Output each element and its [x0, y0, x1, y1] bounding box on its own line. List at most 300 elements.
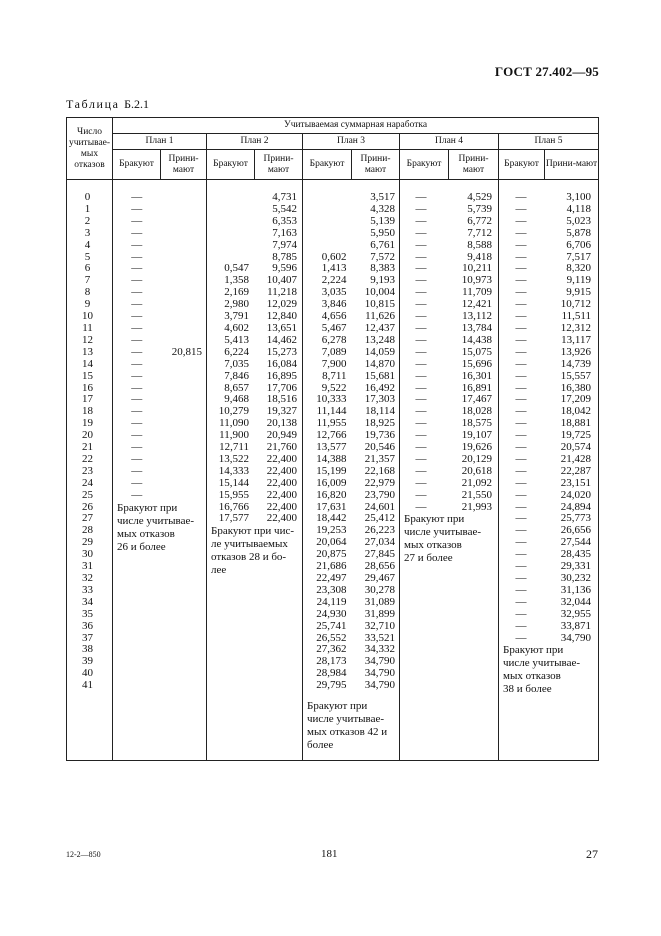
count-cell: 41	[82, 679, 93, 692]
plan-3-reject-cell: 27,362	[316, 643, 347, 656]
plan-3-reject-cell	[303, 192, 347, 204]
plan-4-accept-cell: 7,712	[467, 226, 492, 239]
plan-4-reject-cell: —	[415, 274, 427, 287]
plan-2-reject-cell: 15,955	[218, 488, 249, 501]
plan-3-accept-cell: 4,328	[370, 202, 395, 215]
plan-3-reject-cell: 16,820	[316, 488, 347, 501]
count-cell: 22	[82, 452, 93, 465]
header-plan-1: План 1	[113, 134, 207, 150]
plan-2-reject-cell: 8,657	[224, 381, 249, 394]
plan-4-reject-cell: —	[415, 441, 427, 454]
plan-1-reject-cell: —	[131, 381, 143, 394]
note-line: более	[307, 739, 334, 752]
plan-1-reject-cell: —	[131, 464, 143, 477]
note-line: Бракуют при чис-	[211, 525, 295, 538]
plan-3-accept-cell: 23,790	[364, 488, 395, 501]
plan-4-accept-cell: 14,438	[461, 333, 492, 346]
plan-5-note	[499, 644, 598, 696]
note-line: лее	[211, 564, 227, 577]
header-reject: Бракуют	[499, 150, 545, 180]
plan-1-reject-cell: —	[131, 357, 143, 370]
count-cell: 21	[82, 441, 93, 454]
plan-3-accept-cell: 3,517	[370, 191, 395, 203]
header-plan-2: План 2	[207, 134, 303, 150]
plan-5-accept-cell: 3,100	[566, 191, 591, 203]
plan-2-reject-cell: 17,577	[218, 512, 249, 525]
plan-3-accept-cell: 34,332	[364, 643, 395, 656]
plan-2-reject-cell: 2,980	[224, 298, 249, 311]
plan-5-reject-cell: —	[515, 238, 527, 251]
plan-3-accept-cell: 14,870	[364, 357, 395, 370]
plan-4-reject-cell: —	[415, 381, 427, 394]
plan-5-accept-cell: 32,044	[560, 595, 591, 608]
plan-2-reject-cell: 5,413	[224, 333, 249, 346]
plan-5-accept-cell: 5,023	[566, 214, 591, 227]
plan-5-accept-cell: 33,871	[560, 619, 591, 632]
plan-2-accept-cell: 13,651	[266, 321, 297, 334]
plan-2-reject-cell: 0,547	[224, 262, 249, 275]
plan-4-accept-cell: 11,709	[462, 286, 492, 299]
plan-3-accept-cell: 18,925	[364, 417, 395, 430]
plan-5-accept-cell: 24,894	[560, 500, 591, 513]
plan-3-accept-cell: 19,736	[364, 429, 395, 442]
plan-4-accept-cell: 10,211	[462, 262, 492, 275]
print-code: 12-2—850	[66, 850, 101, 859]
plan-5-reject-cell: —	[515, 583, 527, 596]
plan-4-accept-cell: 21,092	[461, 476, 492, 489]
plan-2-reject-cell: 11,090	[219, 417, 249, 430]
plan-5-reject-cell: —	[515, 619, 527, 632]
plan-3-accept-cell: 18,114	[365, 405, 395, 418]
plan-3-reject-cell	[303, 228, 347, 240]
plan-1-reject-cell: —	[131, 274, 143, 287]
plan-3-reject-cell	[303, 216, 347, 228]
count-cell: 34	[82, 595, 93, 608]
plan-5-reject-cell: —	[515, 536, 527, 549]
plan-3-reject-cell: 22,497	[316, 572, 347, 584]
header-total-operating-time: Учитываемая суммарная наработка	[113, 118, 599, 134]
plan-1-reject-cell: —	[131, 310, 143, 323]
plan-5-accept-cell: 23,151	[560, 476, 591, 489]
header-reject: Бракуют	[207, 150, 255, 180]
plan-5-accept-cell: 32,955	[560, 607, 591, 620]
note-line: Бракуют при	[404, 513, 465, 526]
plan-2-accept-cell: 10,407	[266, 274, 297, 287]
plan-5-body	[499, 180, 599, 761]
plan-5-reject-cell: —	[515, 405, 527, 418]
plan-4-accept-cell: 19,626	[461, 441, 492, 454]
count-cell: 28	[82, 524, 93, 537]
plan-2-accept-cell: 4,731	[272, 191, 297, 203]
plan-4-note	[400, 513, 498, 565]
count-cell: 3	[84, 226, 91, 239]
plan-2-accept-cell: 20,138	[266, 417, 297, 430]
document-header-code: ГОСТ 27.402—95	[494, 64, 599, 79]
plan-2-reject-cell: 15,144	[218, 476, 249, 489]
plan-2-accept-cell: 11,218	[267, 286, 297, 299]
plan-2-reject-cell	[207, 228, 249, 240]
note-line: Бракуют при	[117, 501, 178, 514]
plan-3-reject-cell: 4,656	[321, 310, 347, 323]
plan-3-accept-cell: 10,004	[364, 286, 395, 299]
plan-1-reject-cell: —	[131, 452, 143, 465]
count-cell: 8	[84, 286, 91, 299]
plan-4-reject-cell: —	[415, 226, 427, 239]
plan-4-accept-cell: 10,973	[461, 274, 492, 287]
plan-3-reject-cell: 11,955	[316, 417, 347, 430]
plan-5-accept-cell: 15,557	[560, 369, 591, 382]
plan-4-accept-cell: 6,772	[467, 214, 492, 227]
count-cell: 15	[82, 369, 93, 382]
plan-5-reject-cell: —	[515, 321, 527, 334]
note-line: отказов 28 и бо-	[211, 551, 287, 564]
plan-3-reject-cell: 8,711	[322, 369, 347, 382]
count-cell: 19	[82, 417, 93, 430]
plan-4-reject-cell: —	[415, 214, 427, 227]
plan-5-reject-cell: —	[515, 429, 527, 442]
plan-5-reject-cell: —	[515, 310, 527, 323]
plan-1-reject-cell: —	[131, 429, 143, 442]
note-line: Бракуют при	[503, 644, 564, 657]
plan-2-reject-cell: 6,224	[224, 345, 249, 358]
plan-5-reject-cell: —	[515, 191, 527, 203]
plan-4-accept-cell: 15,075	[461, 345, 492, 358]
plan-3-accept-cell: 34,790	[364, 667, 395, 680]
table-label-number: Б.2.1	[124, 97, 150, 111]
plan-5-reject-cell: —	[515, 393, 527, 406]
plan-2-accept-cell: 22,400	[266, 500, 297, 513]
header-accept: Прини-мают	[161, 150, 207, 180]
plan-5-accept-cell: 22,287	[560, 464, 591, 477]
plan-3-accept-cell: 34,790	[364, 655, 395, 668]
plan-1-note	[113, 502, 206, 554]
header-reject: Бракуют	[400, 150, 449, 180]
plan-2-reject-cell	[207, 192, 249, 204]
plan-1-accept-value: 20,815	[171, 345, 202, 358]
header-plan-4: План 4	[400, 134, 499, 150]
plan-3-accept-cell: 26,223	[364, 524, 395, 537]
plan-5-reject-cell: —	[515, 345, 527, 358]
plan-5-reject-cell: —	[515, 452, 527, 465]
plan-3-reject-cell: 3,035	[321, 286, 347, 299]
plan-1-reject-cell: —	[131, 393, 143, 406]
note-line: 27 и более	[404, 552, 453, 565]
plan-5-reject-cell: —	[515, 333, 527, 346]
plan-4-reject-cell: —	[415, 321, 427, 334]
count-cell: 13	[82, 345, 93, 358]
plan-5-reject-cell: —	[515, 607, 527, 620]
note-line: числе учитывае-	[503, 657, 581, 670]
plan-5-reject-cell: —	[515, 250, 527, 263]
sheet-number: 181	[321, 848, 338, 860]
plan-4-accept-cell: 17,467	[461, 393, 492, 406]
plan-5-accept-cell: 21,428	[560, 452, 591, 465]
plan-1-reject-cell: —	[131, 441, 143, 454]
header-reject: Бракуют	[113, 150, 161, 180]
plan-5-accept-cell: 14,739	[560, 357, 591, 370]
plan-4-reject-cell: —	[415, 310, 427, 323]
plan-5-accept-cell: 31,136	[560, 583, 591, 596]
plan-3-accept-cell: 31,899	[364, 607, 395, 620]
plan-1-reject-cell: —	[131, 298, 143, 311]
plan-4-reject-cell: —	[415, 333, 427, 346]
plan-3-reject-cell: 21,686	[316, 560, 347, 573]
plan-4-reject-cell: —	[415, 286, 427, 299]
plan-3-reject-cell: 16,009	[316, 476, 347, 489]
header-accept: Прини-мают	[545, 150, 599, 180]
plan-4-accept-cell: 4,529	[467, 191, 492, 203]
plan-3-reject-cell: 5,467	[321, 321, 347, 334]
plan-5-reject-cell: —	[515, 476, 527, 489]
table-label	[66, 97, 149, 112]
count-cell: 30	[82, 548, 93, 561]
plan-4-reject-cell: —	[415, 357, 427, 370]
plan-5-accept-cell: 8,320	[566, 262, 591, 275]
plan-3-reject-cell: 18,442	[316, 512, 347, 525]
plan-4-accept-cell: 19,107	[461, 429, 492, 442]
note-line: мых отказов	[117, 527, 175, 540]
plan-2-reject-cell: 9,468	[224, 393, 249, 406]
plan-5-accept-cell: 10,712	[560, 298, 591, 311]
note-line: мых отказов 42 и	[307, 726, 388, 739]
count-cell: 36	[82, 619, 93, 632]
plan-5-reject-cell: —	[515, 464, 527, 477]
count-cell: 0	[84, 191, 91, 203]
page-number: 27	[586, 847, 598, 861]
plan-5-reject-cell: —	[515, 262, 527, 275]
plan-4-accept-cell: 13,112	[462, 310, 492, 323]
plan-5-reject-cell: —	[515, 560, 527, 573]
plan-3-reject-cell: 15,199	[316, 464, 347, 477]
plan-3-accept-cell: 5,139	[370, 214, 395, 227]
plan-3-reject-cell: 29,795	[316, 679, 347, 692]
header-plan-5: План 5	[499, 134, 599, 150]
plan-4-reject-cell: —	[415, 488, 427, 501]
plan-3-reject-cell: 19,253	[316, 524, 347, 537]
plan-1-reject-cell: —	[131, 262, 143, 275]
plan-4-body	[400, 180, 499, 761]
plan-4-accept-cell: 18,575	[461, 417, 492, 430]
note-line: ле учитываемых	[211, 538, 288, 551]
plan-4-accept-cell: 16,891	[461, 381, 492, 394]
plan-3-reject-cell: 12,766	[316, 429, 347, 442]
plan-4-accept-cell: 9,418	[467, 250, 492, 263]
plan-5-accept-cell: 7,517	[566, 250, 591, 263]
plan-5-reject-cell: —	[515, 417, 527, 430]
plan-5-reject-cell: —	[515, 214, 527, 227]
note-line: Бракуют при	[307, 700, 368, 713]
plan-5-accept-cell: 34,790	[560, 631, 591, 644]
note-line: 26 и более	[117, 540, 166, 553]
count-cell: 5	[84, 250, 91, 263]
plan-2-accept-cell: 17,706	[266, 381, 297, 394]
plan-5-reject-cell: —	[515, 524, 527, 537]
plan-1-reject-cell: —	[131, 214, 143, 227]
count-cell: 6	[84, 262, 91, 275]
plan-3-reject-cell: 6,278	[321, 333, 347, 346]
header-accept: Прини-мают	[352, 150, 400, 180]
note-line: мых отказов	[503, 670, 561, 683]
plan-2-accept-cell: 20,949	[266, 429, 297, 442]
plan-4-reject-cell: —	[415, 191, 427, 203]
plan-1-reject-cell: —	[131, 488, 143, 501]
count-cell: 35	[82, 607, 93, 620]
plan-5-accept-cell: 4,118	[566, 202, 591, 215]
plan-5-accept-cell: 20,574	[560, 441, 591, 454]
plan-3-reject-cell: 7,900	[321, 357, 347, 370]
plan-5-reject-cell: —	[515, 286, 527, 299]
plan-5-accept-cell: 5,878	[566, 226, 591, 239]
plan-5-reject-cell: —	[515, 488, 527, 501]
plan-2-reject-cell: 11,900	[219, 429, 249, 442]
plan-3-accept-cell: 6,761	[370, 238, 395, 251]
plan-2-accept-cell: 22,400	[266, 464, 297, 477]
count-cell: 32	[82, 572, 93, 584]
plan-5-reject-cell: —	[515, 226, 527, 239]
plan-2-accept-cell: 22,400	[266, 452, 297, 465]
plan-3-accept-cell: 11,626	[365, 310, 395, 323]
plan-2-reject-cell: 3,791	[224, 310, 249, 323]
plan-3-accept-cell: 20,546	[364, 441, 395, 454]
plan-2-reject-cell: 16,766	[218, 500, 249, 513]
plan-3-accept-cell: 25,412	[364, 512, 395, 525]
plan-3-reject-cell: 2,224	[321, 274, 347, 287]
plan-2-reject-cell: 7,846	[224, 369, 249, 382]
plan-2-accept-cell: 21,760	[266, 441, 297, 454]
count-cell: 16	[82, 381, 93, 394]
plan-5-accept-cell: 27,544	[560, 536, 591, 549]
plan-2-accept-cell: 22,400	[266, 512, 297, 525]
plan-3-accept-cell: 17,303	[364, 393, 395, 406]
plan-4-reject-cell: —	[415, 369, 427, 382]
plan-3-accept-cell: 31,089	[364, 595, 395, 608]
plan-5-accept-cell: 25,773	[560, 512, 591, 525]
plan-1-reject-cell: —	[131, 202, 143, 215]
plan-4-reject-cell: —	[415, 405, 427, 418]
count-cell: 12	[82, 333, 93, 346]
plan-4-accept-cell: 13,784	[461, 321, 492, 334]
plan-3-reject-cell	[303, 240, 347, 252]
plan-3-accept-cell: 16,492	[364, 381, 395, 394]
plan-4-accept-cell: 18,028	[461, 405, 492, 418]
plan-3-reject-cell: 17,631	[316, 500, 347, 513]
plan-3-reject-cell: 13,577	[316, 441, 347, 454]
plan-3-reject-cell: 7,089	[321, 345, 347, 358]
note-line: числе учитывае-	[307, 713, 385, 726]
plan-5-reject-cell: —	[515, 631, 527, 644]
count-cell: 10	[82, 310, 93, 323]
plan-2-reject-cell	[207, 204, 249, 216]
header-reject: Бракуют	[303, 150, 352, 180]
plan-3-reject-cell: 14,388	[316, 452, 347, 465]
plan-4-accept-cell: 20,129	[461, 452, 492, 465]
plan-5-accept-cell: 24,020	[560, 488, 591, 501]
plan-2-accept-cell: 16,895	[266, 369, 297, 382]
table-b21	[66, 117, 599, 761]
plan-3-accept-cell: 9,193	[370, 274, 395, 287]
count-cell: 31	[82, 560, 93, 573]
count-cell: 40	[82, 667, 93, 680]
plan-3-reject-cell: 24,930	[316, 607, 347, 620]
plan-3-accept-cell: 30,278	[364, 583, 395, 596]
plan-2-accept-cell: 12,029	[266, 298, 297, 311]
plan-4-accept-cell: 21,993	[461, 500, 492, 513]
plan-5-accept-cell: 11,511	[561, 310, 591, 323]
plan-3-reject-cell: 20,064	[316, 536, 347, 549]
plan-2-accept-cell: 7,163	[272, 226, 297, 239]
plan-5-accept-cell: 17,209	[560, 393, 591, 406]
plan-3-accept-cell: 8,383	[370, 262, 395, 275]
plan-1-reject-cell: —	[131, 369, 143, 382]
plan-2-accept-cell: 6,353	[272, 214, 297, 227]
plan-2-reject-cell: 10,279	[218, 405, 249, 418]
plan-5-reject-cell: —	[515, 357, 527, 370]
plan-5-accept-cell: 26,656	[560, 524, 591, 537]
plan-3-accept-cell: 22,168	[364, 464, 395, 477]
plan-3-reject-cell: 0,602	[321, 250, 347, 263]
plan-4-reject-cell: —	[415, 250, 427, 263]
plan-2-reject-cell: 7,035	[224, 357, 249, 370]
plan-1-reject-cell: —	[131, 345, 143, 358]
plan-3-reject-cell: 28,984	[316, 667, 347, 680]
plan-3-reject-cell: 20,875	[316, 548, 347, 561]
count-cell: 18	[82, 405, 93, 418]
plan-4-reject-cell: —	[415, 452, 427, 465]
plan-4-reject-cell: —	[415, 417, 427, 430]
plan-5-accept-cell: 12,312	[560, 321, 591, 334]
plan-5-reject-cell: —	[515, 369, 527, 382]
plan-5-accept-cell: 9,915	[566, 286, 591, 299]
count-cell: 33	[82, 583, 93, 596]
plan-3-accept-cell: 12,437	[364, 321, 395, 334]
plan-3-reject-cell: 26,552	[316, 631, 347, 644]
plan-5-accept-cell: 16,380	[560, 381, 591, 394]
plan-4-reject-cell: —	[415, 345, 427, 358]
plan-5-accept-cell: 29,331	[560, 560, 591, 573]
plan-4-reject-cell: —	[415, 393, 427, 406]
header-accept: Прини-мают	[255, 150, 303, 180]
plan-3-accept-cell: 29,467	[364, 572, 395, 584]
plan-4-reject-cell: —	[415, 464, 427, 477]
count-cell: 11	[82, 321, 93, 334]
note-line: мых отказов	[404, 539, 462, 552]
plan-5-reject-cell: —	[515, 381, 527, 394]
plan-3-accept-cell: 14,059	[364, 345, 395, 358]
plan-2-reject-cell: 1,358	[224, 274, 249, 287]
plan-5-reject-cell: —	[515, 298, 527, 311]
plan-3-accept-cell: 27,845	[364, 548, 395, 561]
plan-3-reject-cell: 10,333	[316, 393, 347, 406]
plan-4-reject-cell: —	[415, 500, 427, 513]
count-cell: 39	[82, 655, 93, 668]
count-cell: 1	[84, 202, 91, 215]
plan-4-reject-cell: —	[415, 298, 427, 311]
plan-5-accept-cell: 13,117	[561, 333, 591, 346]
plan-1-body	[113, 180, 207, 761]
plan-3-accept-cell: 28,656	[364, 560, 395, 573]
plan-5-reject-cell: —	[515, 595, 527, 608]
plan-3-reject-cell: 11,144	[316, 405, 347, 418]
plan-4-reject-cell: —	[415, 238, 427, 251]
plan-5-reject-cell: —	[515, 441, 527, 454]
plan-3-accept-cell: 33,521	[364, 631, 395, 644]
plan-5-reject-cell: —	[515, 202, 527, 215]
plan-2-accept-cell: 7,974	[272, 238, 297, 251]
plan-2-reject-cell: 12,711	[219, 441, 249, 454]
plan-2-reject-cell	[207, 240, 249, 252]
count-cell: 17	[82, 393, 93, 406]
plan-5-accept-cell: 28,435	[560, 548, 591, 561]
